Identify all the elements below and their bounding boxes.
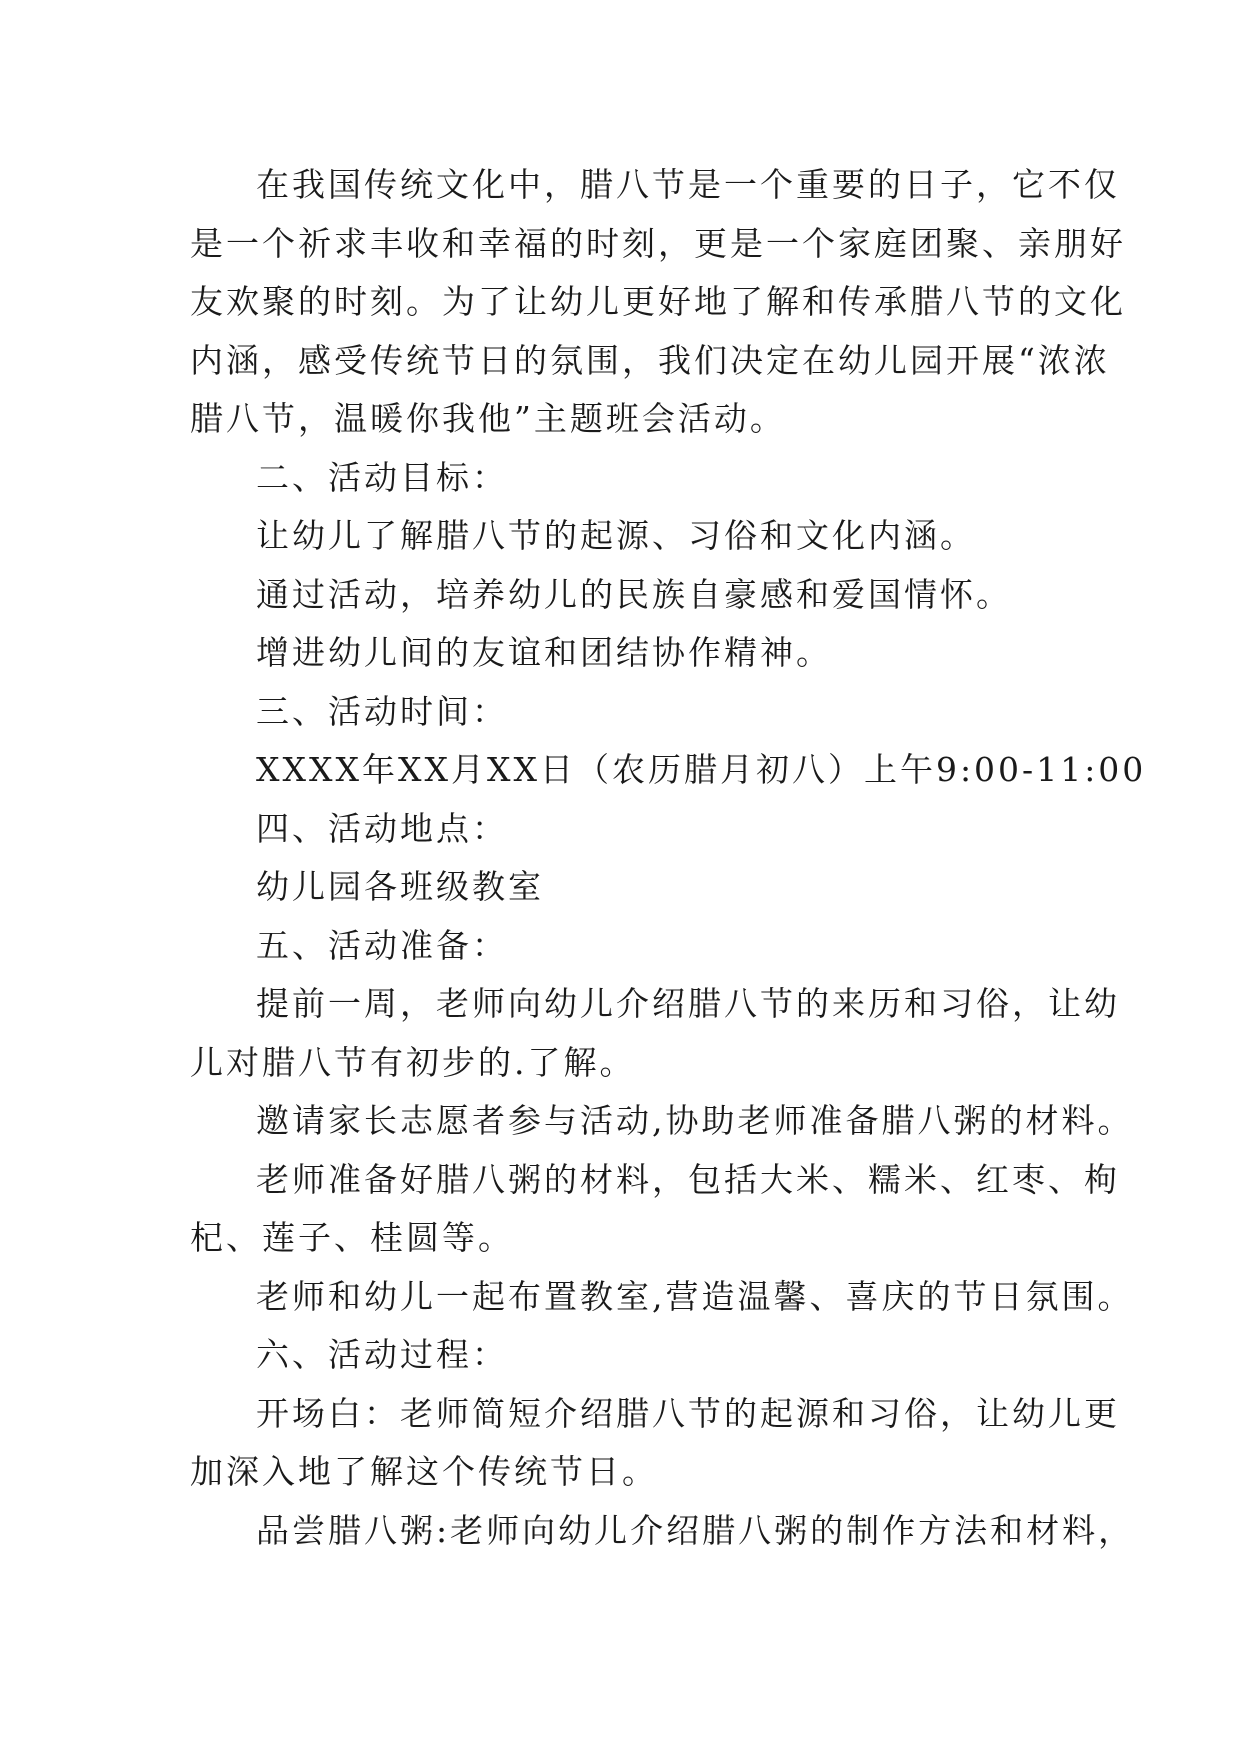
text-line: 开场白：老师简短介绍腊八节的起源和习俗，让幼儿更	[256, 1393, 1120, 1433]
text-line: 提前一周，老师向幼儿介绍腊八节的来历和习俗，让幼	[256, 984, 1120, 1023]
text-line: 在我国传统文化中，腊八节是一个重要的日子，它不仅	[256, 165, 1120, 204]
section-heading	[190, 449, 1060, 508]
body-paragraph	[190, 507, 1060, 566]
text-line: 四、活动地点：	[256, 808, 508, 848]
text-line: 加深入地了解这个传统节日。	[190, 1452, 658, 1491]
body-paragraph	[190, 1268, 1134, 1327]
body-paragraph	[190, 1385, 1120, 1502]
text-line: 六、活动过程：	[256, 1335, 508, 1374]
body-paragraph	[190, 1151, 1120, 1268]
text-line: 品尝腊八粥:老师向幼儿介绍腊八粥的制作方法和材料，	[256, 1510, 1135, 1550]
text-line: 二、活动目标：	[256, 457, 508, 497]
text-line: 老师和幼儿一起布置教室,营造温馨、喜庆的节日氛围。	[256, 1276, 1134, 1316]
text-line: 增进幼儿间的友谊和团结协作精神。	[256, 633, 832, 672]
body-paragraph	[190, 858, 1060, 917]
text-line: 儿对腊八节有初步的.了解。	[190, 1042, 636, 1082]
text-line: 三、活动时间：	[256, 691, 508, 731]
text-line: 是一个祈求丰收和幸福的时刻，更是一个家庭团聚、亲朋好	[190, 223, 1126, 263]
section-heading	[190, 1326, 1060, 1385]
text-line: 通过活动，培养幼儿的民族自豪感和爱国情怀。	[256, 574, 1012, 614]
section-heading	[190, 917, 1060, 976]
text-line: 腊八节，温暖你我他”主题班会活动。	[190, 399, 786, 438]
text-line: 邀请家长志愿者参与活动,协助老师准备腊八粥的材料。	[256, 1101, 1134, 1140]
body-paragraph	[190, 566, 1060, 625]
text-line: XXXX年XX月XX日（农历腊月初八）上午9:00-11:00	[256, 750, 1147, 789]
body-paragraph	[190, 741, 1147, 800]
body-paragraph	[190, 624, 1060, 683]
body-paragraph	[190, 1092, 1134, 1151]
section-heading	[190, 683, 1060, 742]
text-line: 五、活动准备：	[256, 925, 508, 965]
body-paragraph	[190, 1502, 1135, 1561]
text-line: 老师准备好腊八粥的材料，包括大米、糯米、红枣、枸	[256, 1159, 1120, 1199]
text-line: 幼儿园各班级教室	[256, 867, 544, 906]
text-line: 让幼儿了解腊八节的起源、习俗和文化内涵。	[256, 516, 976, 555]
section-heading	[190, 800, 1060, 859]
body-paragraph	[190, 975, 1120, 1092]
text-line: 杞、莲子、桂圆等。	[190, 1218, 514, 1257]
text-line: 友欢聚的时刻。为了让幼儿更好地了解和传承腊八节的文化	[190, 282, 1126, 321]
document-body	[190, 156, 1147, 1560]
body-paragraph	[190, 156, 1126, 449]
text-line: 内涵，感受传统节日的氛围，我们决定在幼儿园开展“浓浓	[190, 340, 1110, 380]
